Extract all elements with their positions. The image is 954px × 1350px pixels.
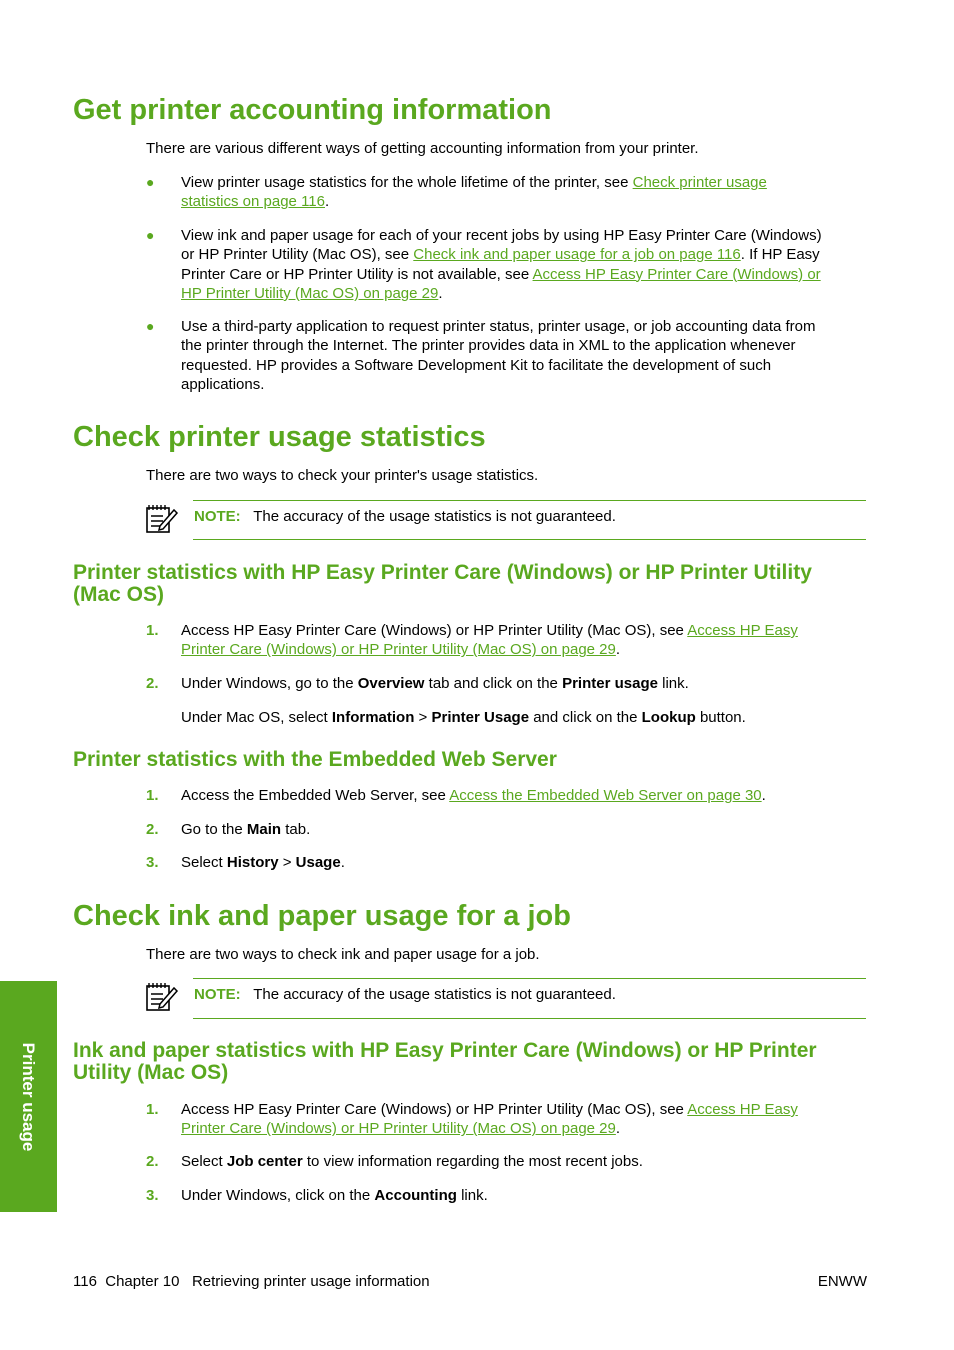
- step-text: Select Job center to view information regarding the most recent jobs.: [181, 1153, 643, 1170]
- footer-right: ENWW: [817, 1273, 867, 1290]
- section3-intro: There are two ways to check ink and paper usage for a job.: [146, 946, 540, 963]
- step-number: 1.: [146, 787, 159, 804]
- step-text: Access the Embedded Web Server, see Access the Embedded Web Server on page 30.: [181, 787, 766, 804]
- link-check-printer-usage-cont[interactable]: statistics on page 116: [181, 193, 325, 211]
- link-check-printer-usage[interactable]: Check printer usage: [632, 174, 767, 191]
- link-access-hp-easy-cont[interactable]: Printer Care (Windows) or HP Printer Utility (Mac OS) on page 29: [181, 641, 616, 659]
- bullet-1: ●: [146, 174, 155, 190]
- note-rule-bottom: [193, 539, 866, 540]
- note-2: NOTE: The accuracy of the usage statistics is not guaranteed.: [194, 986, 616, 1003]
- step-number: 1.: [146, 622, 159, 639]
- step-text-mac: Under Mac OS, select Information > Printer Usage and click on the Lookup button.: [181, 709, 746, 726]
- bullet-2-text: View ink and paper usage for each of your recent jobs by using HP Easy Printer Care (Windows) or HP Printer Utility (Mac OS), see Check ink and paper usage for a job on page 116. If HP Easy Printer Care or HP Printer Utility is not available, see Access HP Easy Printer Care (Windows) or HP Printer Utility (Mac OS) on page 29.: [181, 227, 822, 302]
- section2-intro: There are two ways to check your printer's usage statistics.: [146, 467, 539, 484]
- note-rule-top: [193, 978, 866, 979]
- link-access-hp-easy[interactable]: Access HP Easy: [687, 1101, 798, 1118]
- step-text: Go to the Main tab.: [181, 821, 311, 838]
- bullet-3-text: Use a third-party application to request printer status, printer usage, or job accounting data from the printer through the Internet. The printer provides data in XML to the application whenever requested. HP provides a Software Development Kit to facilitate the development of such applications.: [181, 318, 816, 393]
- note-rule-top: [193, 500, 866, 501]
- step-number: 1.: [146, 1101, 159, 1118]
- link-access-ews[interactable]: Access the Embedded Web Server on page 30: [449, 787, 762, 804]
- link-access-hp-easy-printer-care[interactable]: Access HP Easy Printer Care (Windows) or: [532, 265, 821, 283]
- heading-check-ink-paper-usage: Check ink and paper usage for a job: [73, 900, 571, 932]
- note-rule-bottom: [193, 1018, 866, 1019]
- note-1: NOTE: The accuracy of the usage statistics is not guaranteed.: [194, 508, 616, 525]
- side-tab-label: Printer usage: [19, 1042, 38, 1152]
- note-pencil-icon: [145, 502, 179, 534]
- step-text: Select History > Usage.: [181, 854, 345, 871]
- bullet-2: ●: [146, 227, 155, 243]
- step-number: 2.: [146, 821, 159, 838]
- step-number: 2.: [146, 1153, 159, 1170]
- step-number: 3.: [146, 854, 159, 871]
- link-access-hp-easy[interactable]: Access HP Easy: [687, 622, 798, 639]
- link-access-hp-easy-printer-care-cont[interactable]: HP Printer Utility (Mac OS) on page 29: [181, 284, 439, 302]
- heading-check-printer-usage-statistics: Check printer usage statistics: [73, 421, 486, 453]
- link-access-hp-easy-cont[interactable]: Printer Care (Windows) or HP Printer Utility (Mac OS) on page 29: [181, 1120, 616, 1138]
- step-number: 2.: [146, 675, 159, 692]
- step-text: Under Windows, go to the Overview tab and click on the Printer usage link.: [181, 675, 689, 692]
- step-number: 3.: [146, 1187, 159, 1204]
- footer-left: 116 Chapter 10 Retrieving printer usage information: [73, 1273, 430, 1290]
- bullet-1-text: View printer usage statistics for the whole lifetime of the printer, see Check printer usage statistics on page 116.: [181, 174, 767, 211]
- heading-printer-stats-hp-easy: Printer statistics with HP Easy Printer Care (Windows) or HP Printer Utility (Mac OS): [73, 561, 812, 606]
- heading-printer-stats-ews: Printer statistics with the Embedded Web Server: [73, 748, 557, 771]
- heading-get-printer-accounting: Get printer accounting information: [73, 94, 552, 126]
- chapter-side-tab: [0, 981, 57, 1212]
- step-text: Access HP Easy Printer Care (Windows) or HP Printer Utility (Mac OS), see Access HP Easy Printer Care (Windows) or HP Printer Utility (Mac OS) on page 29.: [181, 1101, 798, 1138]
- bullet-3: ●: [146, 318, 155, 334]
- step-text: Access HP Easy Printer Care (Windows) or HP Printer Utility (Mac OS), see Access HP Easy Printer Care (Windows) or HP Printer Utility (Mac OS) on page 29.: [181, 622, 798, 659]
- section1-intro: There are various different ways of getting accounting information from your printer.: [146, 140, 699, 157]
- heading-ink-paper-stats-hp-easy: Ink and paper statistics with HP Easy Printer Care (Windows) or HP Printer Utility (Mac OS): [73, 1039, 817, 1084]
- note-pencil-icon: [145, 980, 179, 1012]
- step-text: Under Windows, click on the Accounting link.: [181, 1187, 488, 1204]
- link-check-ink-paper-usage[interactable]: Check ink and paper usage for a job on page 116: [413, 246, 741, 264]
